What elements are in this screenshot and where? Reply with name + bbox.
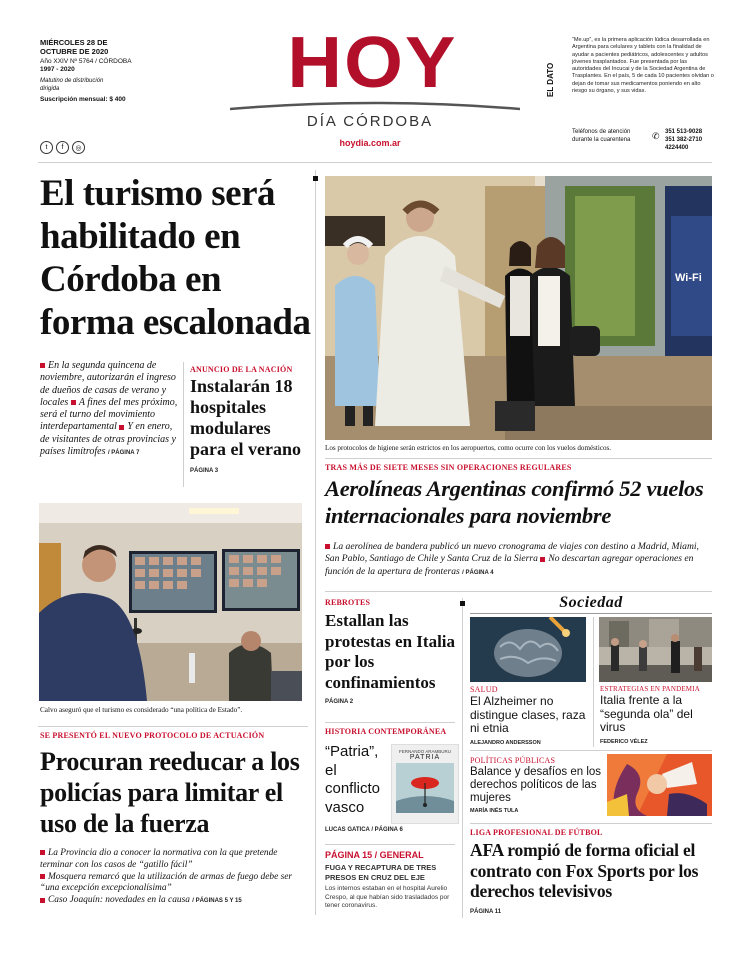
history-story[interactable] xyxy=(325,727,460,837)
sociedad-item-2[interactable] xyxy=(600,685,715,745)
sociedad-headline: Italia frente a la “segunda ola” del virus xyxy=(600,693,693,734)
aerolineas-kicker: TRAS MÁS DE SIETE MESES SIN OPERACIONES REGULARES xyxy=(325,463,572,472)
site-url[interactable]: hoydia.com.ar xyxy=(339,138,401,148)
city-name: DÍA CÓRDOBA xyxy=(306,113,434,130)
airport-photo-caption: Los protocolos de higiene serán estrictos en los aeropuertos, como ocurre con los vuelos domésticos. xyxy=(325,444,612,452)
main-bullets xyxy=(40,360,178,459)
sociedad-headline: Balance y desafíos en los derechos políticos de las mujeres xyxy=(470,766,602,804)
facebook-icon[interactable]: f xyxy=(56,141,69,154)
logo-swoosh xyxy=(230,98,520,108)
section-divider xyxy=(325,458,712,459)
bullet-marker xyxy=(40,363,45,368)
italy-story[interactable] xyxy=(325,598,455,705)
main-bullet: A fines del mes próximo, será el turno del movimiento interdepartamental xyxy=(40,396,178,433)
column-rule xyxy=(593,617,594,747)
sociedad-byline: FEDERICO VÉLEZ xyxy=(600,738,648,745)
hospitals-story[interactable] xyxy=(190,365,308,474)
page-ref: / PÁGINA 7 xyxy=(107,450,140,457)
main-bullet: Y en enero, de visitantes de otras provincias y países limítrofes xyxy=(40,421,176,458)
women-rights-image xyxy=(607,754,712,816)
issue-years: 1997 - 2020 xyxy=(40,66,75,73)
alzheimer-image xyxy=(470,617,586,682)
bullet-marker xyxy=(40,850,45,855)
distribution-note: Matutino de distribución dirigida xyxy=(40,78,104,92)
aerolineas-story[interactable] xyxy=(325,463,715,529)
sociedad-byline: ALEJANDRO ANDERSSON xyxy=(470,739,541,746)
phone-number[interactable]: 351 513-9028 xyxy=(665,129,703,135)
section-divider xyxy=(470,750,712,751)
masthead-info xyxy=(40,38,190,104)
column-rule xyxy=(462,598,463,918)
history-headline xyxy=(325,743,387,817)
bullet-marker xyxy=(119,425,124,430)
twitter-icon[interactable]: t xyxy=(40,141,53,154)
hospitals-headline: Instalarán 18 hospitales modulares para el verano xyxy=(190,376,301,459)
bullet-marker xyxy=(40,874,45,879)
section-divider xyxy=(325,844,455,845)
bullet-marker xyxy=(540,557,545,562)
column-rule xyxy=(183,362,184,487)
page15-headline: FUGA Y RECAPTURA DE TRES PRESOS EN CRUZ DEL EJE xyxy=(325,863,437,882)
aerolineas-bullet: La aerolínea de bandera publicó un nuevo cronograma de viajes con destino a Madrid, Miami, San Pablo, Santiago de Chile y Santa Cruz de la Sierra xyxy=(325,541,699,565)
phones-label: Teléfonos de atención durante la cuarentena xyxy=(572,129,631,143)
phone-number[interactable]: 351 382-2710 xyxy=(665,137,703,143)
page15-story[interactable] xyxy=(325,850,457,911)
sociedad-rule xyxy=(470,613,712,614)
phone-icon: ✆ xyxy=(652,131,660,141)
el-dato-box xyxy=(546,37,717,157)
logo-text: HOY xyxy=(287,23,458,103)
section-divider xyxy=(325,722,455,723)
issue-number: Año XXIV Nº 5764 / CÓRDOBA xyxy=(40,58,132,65)
masthead-divider xyxy=(38,162,712,163)
police-bullet: Mosquera remarcó que la utilización de armas de fuego debe ser “una excepción excepcionalísima” xyxy=(40,871,293,894)
subscription-price: Suscripción mensual: $ 400 xyxy=(40,96,126,103)
sociedad-kicker: SALUD xyxy=(470,685,498,694)
book-cover xyxy=(391,744,459,824)
afa-headline: AFA rompió de forma oficial el contrato con Fox Sports por los derechos televisivos xyxy=(470,840,699,901)
bullet-marker xyxy=(71,400,76,405)
sociedad-title: Sociedad xyxy=(559,594,623,611)
book-author: FERNANDO ARAMBURU xyxy=(398,749,451,754)
el-dato-text: “Me.up”, es la primera aplicación lúdica desarrollada en Argentina para celulares y tablets con la finalidad de ayudar a pacientes pediátricos, adolescentes y adultos jóvenes trasplantados. Fue presentada por las autoridades del Incucai y de la Sociedad Argentina de Trasplantes. En el país, 5 de cada 10 pacientes olvidan o dejan de tomar sus medicamentos poniendo en alto riesgo su órgano, y sus vidas. xyxy=(572,37,714,95)
hospitals-kicker: ANUNCIO DE LA NACIÓN xyxy=(190,365,293,374)
instagram-icon[interactable]: ◎ xyxy=(72,141,85,154)
aerolineas-bullets xyxy=(325,541,715,579)
history-kicker: HISTORIA CONTEMPORÁNEA xyxy=(325,727,447,736)
wifi-sign: Wi-Fi xyxy=(675,272,702,284)
airport-photo xyxy=(325,176,712,440)
phone-number[interactable]: 4224400 xyxy=(665,145,689,151)
italy-pandemic-image xyxy=(599,617,712,682)
tourism-photo xyxy=(39,503,302,701)
section-divider xyxy=(38,726,308,727)
section-divider xyxy=(325,591,712,592)
history-headline-rest: el conflicto vasco xyxy=(325,761,381,816)
sociedad-kicker: ESTRATEGIAS EN PANDEMIA xyxy=(600,685,701,693)
aerolineas-headline: Aerolíneas Argentinas confirmó 52 vuelos internacionales para noviembre xyxy=(325,476,704,528)
sociedad-byline: MARÍA INÉS TULA xyxy=(470,808,519,814)
main-bullet: En la segunda quincena de noviembre, autorizarán el ingreso de dueños de casas de verano y locales xyxy=(40,360,176,408)
page-ref: / PÁGINAS 5 Y 15 xyxy=(192,898,242,905)
page-ref: PÁGINA 11 xyxy=(470,908,502,915)
sociedad-item-3[interactable] xyxy=(470,756,605,814)
page15-kicker: PÁGINA 15 / GENERAL xyxy=(325,850,424,860)
el-dato-label: EL DATO xyxy=(546,62,555,97)
main-column-rule xyxy=(315,170,316,915)
history-byline: LUCAS GATICA / PÁGINA 6 xyxy=(325,827,403,833)
afa-story[interactable] xyxy=(470,828,718,915)
italy-headline: Estallan las protestas en Italia por los confinamientos xyxy=(325,611,456,692)
sociedad-headline: El Alzheimer no distingue clases, raza ni etnia xyxy=(470,694,586,735)
police-kicker: SE PRESENTÓ EL NUEVO PROTOCOLO DE ACTUACIÓN xyxy=(40,731,265,740)
history-quote: “Patria”, xyxy=(325,743,379,760)
page-ref: / PÁGINA 4 xyxy=(462,569,494,576)
main-headline[interactable]: El turismo será habilitado en Córdoba en forma escalonada xyxy=(40,173,311,343)
police-story[interactable] xyxy=(40,731,308,839)
phones-list xyxy=(665,128,702,152)
aerolineas-bullet: No descartan agregar operaciones en función de la apertura de fronteras xyxy=(325,553,694,577)
police-bullets xyxy=(40,848,310,908)
book-title: PATRIA xyxy=(409,754,441,761)
issue-date: MIÉRCOLES 28 DE OCTUBRE DE 2020 xyxy=(40,38,109,56)
book-illustration xyxy=(392,761,458,816)
police-bullet: La Provincia dio a conocer la normativa con la que pretende terminar con los casos de “gatillo fácil” xyxy=(40,848,278,870)
police-headline: Procuran reeducar a los policías para limitar el uso de la fuerza xyxy=(40,747,300,838)
logo[interactable] xyxy=(270,23,475,103)
social-links xyxy=(40,141,88,154)
page-ref: PÁGINA 2 xyxy=(325,699,354,705)
sociedad-item-1[interactable] xyxy=(470,685,590,746)
sociedad-kicker: POLÍTICAS PÚBLICAS xyxy=(470,756,556,765)
page-ref: PÁGINA 3 xyxy=(190,468,219,474)
italy-kicker: REBROTES xyxy=(325,598,371,607)
page15-body: Los internos estaban en el hospital Aurelio Crespo, al que habían sido trasladados por tener coronavirus. xyxy=(325,885,450,909)
column-dot xyxy=(460,601,465,606)
tourism-photo-caption: Calvo aseguró que el turismo es considerado “una política de Estado”. xyxy=(40,706,243,714)
afa-kicker: LIGA PROFESIONAL DE FÚTBOL xyxy=(470,828,603,837)
bullet-marker xyxy=(40,898,45,903)
bullet-marker xyxy=(325,544,330,549)
column-dot xyxy=(313,176,318,181)
section-divider xyxy=(470,823,712,824)
police-bullet: Caso Joaquín: novedades en la causa xyxy=(48,895,190,906)
